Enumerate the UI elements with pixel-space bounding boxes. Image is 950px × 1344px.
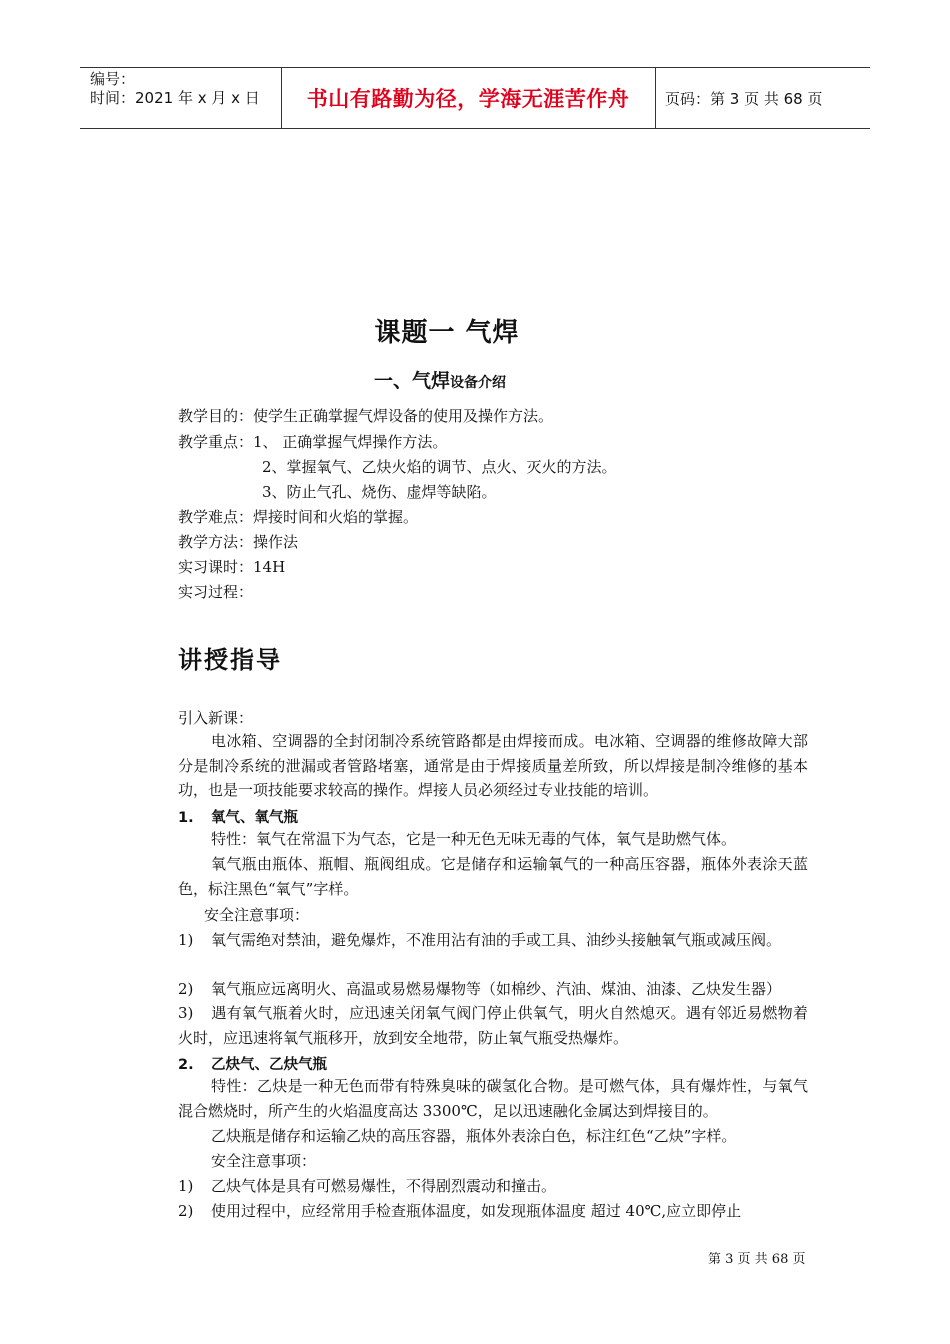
- header-divider: [281, 67, 282, 128]
- item-text: 使用过程中，应经常用手检查瓶体温度，如发现瓶体温度 超过 40℃,应立即停止: [211, 1202, 742, 1220]
- section-1-title: 氧气、氧气瓶: [211, 810, 298, 826]
- item-number: 1): [178, 1177, 194, 1195]
- section-2-property: 特性：乙炔是一种无色而带有特殊臭味的碳氢化合物。是可燃气体，具有爆炸性，与氧气混合燃烧时，所产生的火焰温度高达 3300℃，足以迅速融化金属达到焊接目的。: [178, 1077, 808, 1120]
- teaching-process: 实习过程：: [178, 583, 254, 601]
- header-top-rule: [80, 67, 870, 68]
- teaching-method: 教学方法：操作法: [178, 533, 299, 551]
- document-title: 课题一 气焊: [374, 318, 520, 348]
- guide-heading: 讲授指导: [178, 646, 282, 674]
- page-footer: 第 3 页 共 68 页: [708, 1252, 806, 1267]
- item-text: 氧气需绝对禁油，避免爆炸，不准用沾有油的手或工具、油纱头接触氧气瓶或减压阀。: [211, 931, 782, 949]
- section-2-heading: [178, 1053, 327, 1074]
- section-1-number: 1.: [178, 810, 194, 826]
- item-number: 2): [178, 1202, 194, 1220]
- teaching-difficulty: 教学难点：焊接时间和火焰的掌握。: [178, 508, 419, 526]
- header-bottom-rule: [80, 128, 870, 129]
- section-1-heading: [178, 806, 298, 827]
- header-number-label: 编号：: [90, 70, 136, 88]
- section-1-item-3: [178, 1001, 808, 1050]
- header-page-info: 页码：第 3 页 共 68 页: [665, 90, 823, 108]
- section-1-item-2: [178, 977, 808, 1002]
- item-number: 2): [178, 980, 194, 998]
- teaching-purpose: 教学目的：使学生正确掌握气焊设备的使用及操作方法。: [178, 407, 554, 425]
- header-motto: 书山有路勤为径，学海无涯苦作舟: [306, 87, 630, 111]
- item-number: 3): [178, 1004, 194, 1022]
- intro-paragraph: 电冰箱、空调器的全封闭制冷系统管路都是由焊接而成。电冰箱、空调器的维修故障大部分是制冷系统的泄漏或者管路堵塞，通常是由于焊接质量差所致，所以焊接是制冷维修的基本功，也是一项技能要求较高的操作。焊接人员必须经过专业技能的培训。: [178, 732, 808, 799]
- header-divider: [655, 67, 656, 128]
- subtitle-main: 一、气焊: [373, 370, 450, 392]
- section-1-property: 特性：氧气在常温下为气态，它是一种无色无味无毒的气体，氧气是助燃气体。: [211, 830, 737, 848]
- header-meta: [90, 70, 260, 108]
- teaching-focus-3: 3、防止气孔、烧伤、虚焊等缺陷。: [262, 483, 497, 501]
- section-1-item-1: [178, 928, 808, 953]
- document-subtitle: [0, 366, 880, 393]
- section-2-item-1: [178, 1174, 808, 1199]
- item-number: 1): [178, 931, 194, 949]
- section-2-item-2: [178, 1199, 808, 1224]
- section-2-safety-label: 安全注意事项：: [211, 1152, 317, 1170]
- intro-label: 引入新课：: [178, 709, 254, 727]
- section-2-title: 乙炔气、乙炔气瓶: [211, 1057, 327, 1073]
- section-1-safety-label: 安全注意事项：: [204, 906, 310, 924]
- teaching-focus-1: 教学重点：1、 正确掌握气焊操作方法。: [178, 433, 448, 451]
- header-time-label: 时间：2021 年 x 月 x 日: [90, 89, 260, 107]
- item-text: 氧气瓶应远离明火、高温或易燃易爆物等（如棉纱、汽油、煤油、油漆、乙炔发生器）: [211, 980, 782, 998]
- section-2-number: 2.: [178, 1057, 194, 1073]
- teaching-focus-2: 2、掌握氧气、乙炔火焰的调节、点火、灭火的方法。: [262, 458, 617, 476]
- subtitle-small: 设备介绍: [450, 375, 506, 391]
- teaching-hours: 实习课时：14H: [178, 558, 286, 576]
- section-2-cylinder: 乙炔瓶是储存和运输乙炔的高压容器，瓶体外表涂白色，标注红色“乙炔”字样。: [211, 1127, 737, 1145]
- item-text: 乙炔气体是具有可燃易爆性，不得剧烈震动和撞击。: [211, 1177, 557, 1195]
- section-1-cylinder: 氧气瓶由瓶体、瓶帽、瓶阀组成。它是储存和运输氧气的一种高压容器，瓶体外表涂天蓝色，标注黑色“氧气”字样。: [178, 855, 808, 898]
- item-text: 遇有氧气瓶着火时，应迅速关闭氧气阀门停止供氧气，明火自然熄灭。遇有邻近易燃物着火时，应迅速将氧气瓶移开，放到安全地带，防止氧气瓶受热爆炸。: [178, 1004, 808, 1047]
